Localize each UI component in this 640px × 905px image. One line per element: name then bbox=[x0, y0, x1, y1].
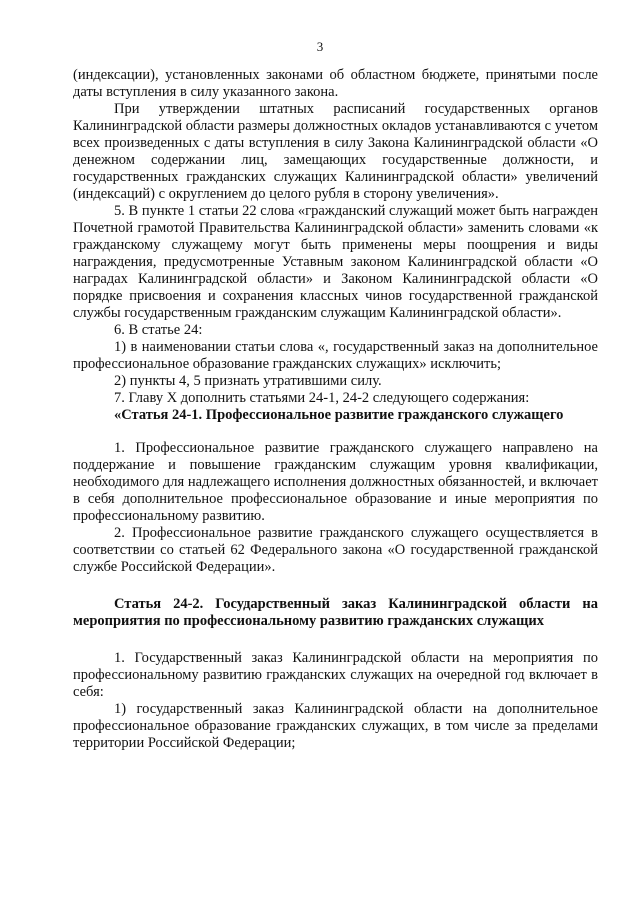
paragraph-continuation: (индексации), установленных законами об областном бюджете, принятыми после даты вступления в силу указанного закона. bbox=[73, 67, 598, 100]
paragraph-staff-schedules: При утверждении штатных расписаний государственных органов Калининградской области размеры должностных окладов устанавливаются с учетом всех произведенных с даты вступления в силу Закона Калининградской области «О денежном содержании лиц, замещающих государственные должности, и государственных гражданских служащих Калининградской области» увеличений (индексаций) с округлением до целого рубля в сторону увеличения». bbox=[73, 101, 598, 202]
article-24-2-clause-1: 1. Государственный заказ Калининградской области на мероприятия по профессиональному развитию гражданских служащих на очередной год включает в себя: bbox=[73, 650, 598, 700]
article-24-2-heading: Статья 24-2. Государственный заказ Калининградской области на мероприятия по профессиональному развитию гражданских служащих bbox=[73, 596, 598, 629]
article-24-1-clause-2: 2. Профессиональное развитие гражданского служащего осуществляется в соответствии со статьей 62 Федерального закона «О государственной гражданской службе Российской Федерации». bbox=[73, 525, 598, 575]
paragraph-item-6: 6. В статье 24: bbox=[114, 322, 203, 338]
paragraph-item-6-1: 1) в наименовании статьи слова «, государственный заказ на дополнительное профессиональное образование гражданских служащих» исключить; bbox=[73, 339, 598, 372]
document-body bbox=[73, 67, 598, 752]
paragraph-item-5: 5. В пункте 1 статьи 22 слова «гражданский служащий может быть награжден Почетной грамотой Правительства Калининградской области» заменить словами «к гражданскому служащему могут быть применены меры поощрения и виды награждения, предусмотренные Уставным законом Калининградской области «О наградах Калининградской области» и Законом Калининградской области «О порядке присвоения и сохранения классных чинов государственной гражданской службы государственным гражданским служащим Калининградской области». bbox=[73, 203, 598, 321]
page-number: 3 bbox=[316, 39, 324, 54]
spacer bbox=[73, 424, 598, 440]
article-24-1-heading: «Статья 24-1. Профессиональное развитие гражданского служащего bbox=[114, 407, 564, 423]
paragraph-item-6-2: 2) пункты 4, 5 признать утратившими силу. bbox=[114, 373, 382, 389]
spacer bbox=[73, 630, 598, 650]
paragraph-item-7: 7. Главу X дополнить статьями 24-1, 24-2 следующего содержания: bbox=[114, 390, 530, 406]
spacer bbox=[73, 576, 598, 596]
article-24-2-clause-1-1: 1) государственный заказ Калининградской области на дополнительное профессиональное образование гражданских служащих, в том числе за пределами территории Российской Федерации; bbox=[73, 701, 598, 751]
article-24-1-clause-1: 1. Профессиональное развитие гражданского служащего направлено на поддержание и повышение гражданским служащим уровня квалификации, необходимого для надлежащего исполнения должностных обязанностей, и включает в себя дополнительное профессиональное образование и иные мероприятия по профессиональному развитию. bbox=[73, 440, 598, 524]
